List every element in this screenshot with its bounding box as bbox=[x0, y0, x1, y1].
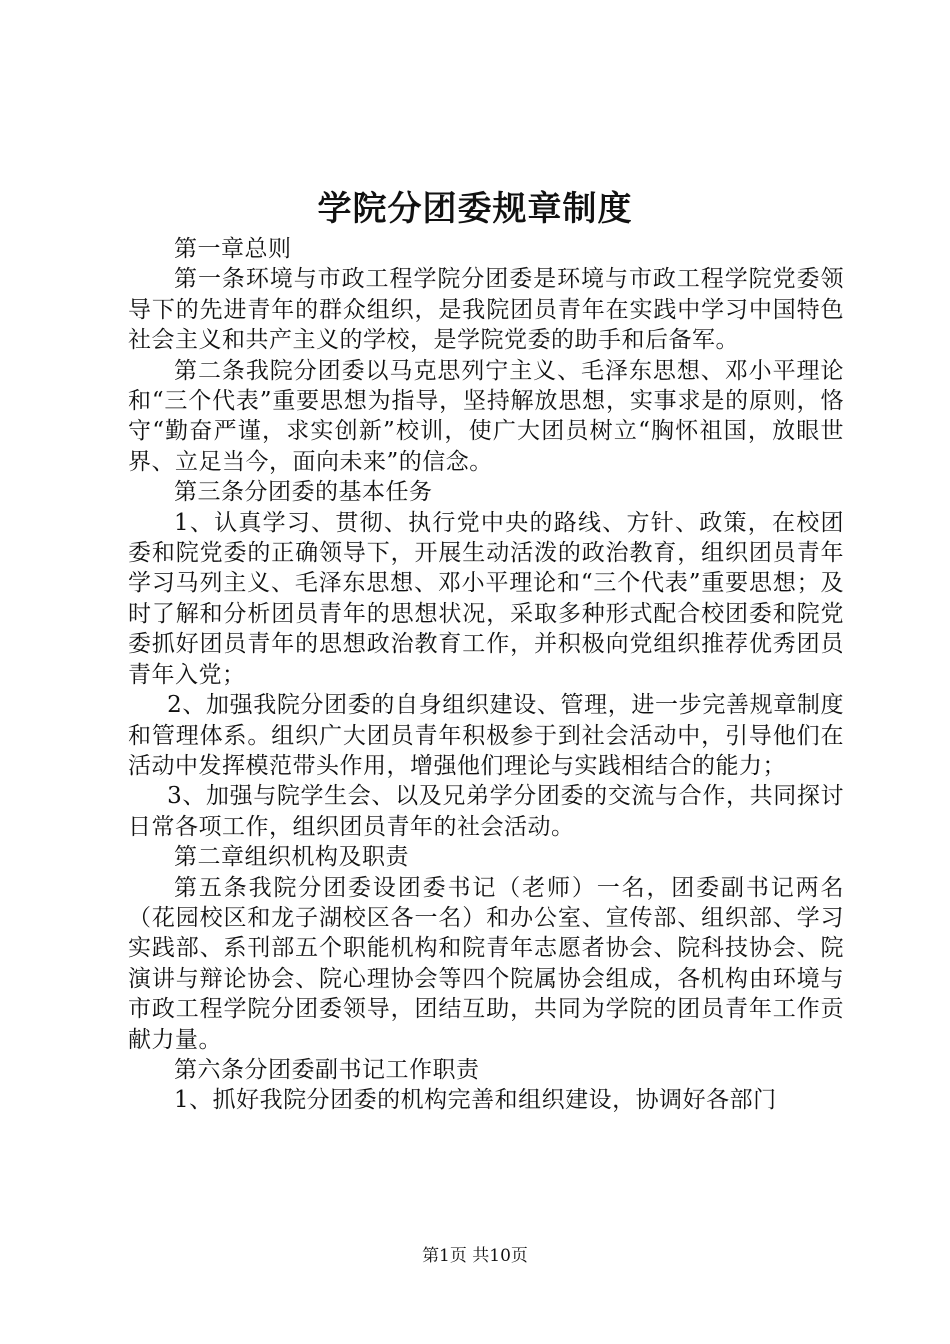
list-item-paragraph: 1、认真学习、贯彻、执行党中央的路线、方针、政策，在校团委和院党委的正确领导下，开展生动活泼的政治教育，组织团员青年学习马列主义、毛泽东思想、邓小平理论和“三个代表”重要思想；及时了解和分析团员青年的思想状况，采取多种形式配合校团委和院党委抓好团员青年的思想政治教育工作，并积极向党组织推荐优秀团员青年入党； bbox=[128, 509, 844, 688]
article-paragraph: 第一条环境与市政工程学院分团委是环境与市政工程学院党委领导下的先进青年的群众组织，是我院团员青年在实践中学习中国特色社会主义和共产主义的学校，是学院党委的助手和后备军。 bbox=[128, 266, 844, 354]
document-title: 学院分团委规章制度 bbox=[317, 189, 633, 229]
article-heading: 第三条分团委的基本任务 bbox=[174, 479, 433, 506]
article-heading: 第六条分团委副书记工作职责 bbox=[174, 1056, 480, 1083]
list-item-paragraph: 3、加强与院学生会、以及兄弟学分团委的交流与合作，共同探讨日常各项工作，组织团员青年的社会活动。 bbox=[128, 783, 844, 840]
page-footer: 第1页 共10页 bbox=[422, 1246, 528, 1266]
list-item-paragraph: 1、抓好我院分团委的机构完善和组织建设，协调好各部门 bbox=[174, 1087, 777, 1114]
article-paragraph: 第二条我院分团委以马克思列宁主义、毛泽东思想、邓小平理论和“三个代表”重要思想为指导，坚持解放思想，实事求是的原则，恪守“勤奋严谨，求实创新”校训，使广大团员树立“胸怀祖国，放眼世界、立足当今，面向未来”的信念。 bbox=[128, 357, 844, 475]
chapter-heading: 第二章组织机构及职责 bbox=[174, 844, 409, 871]
list-item-paragraph: 2、加强我院分团委的自身组织建设、管理，进一步完善规章制度和管理体系。组织广大团员青年积极参于到社会活动中，引导他们在活动中发挥模范带头作用，增强他们理论与实践相结合的能力； bbox=[128, 692, 844, 779]
document-body bbox=[128, 234, 844, 1116]
article-paragraph: 第五条我院分团委设团委书记（老师）一名，团委副书记两名（花园校区和龙子湖校区各一名）和办公室、宣传部、组织部、学习实践部、系刊部五个职能机构和院青年志愿者协会、院科技协会、院演讲与辩论协会、院心理协会等四个院属协会组成，各机构由环境与市政工程学院分团委领导，团结互助，共同为学院的团员青年工作贡献力量。 bbox=[128, 874, 844, 1053]
chapter-heading: 第一章总则 bbox=[174, 236, 292, 262]
